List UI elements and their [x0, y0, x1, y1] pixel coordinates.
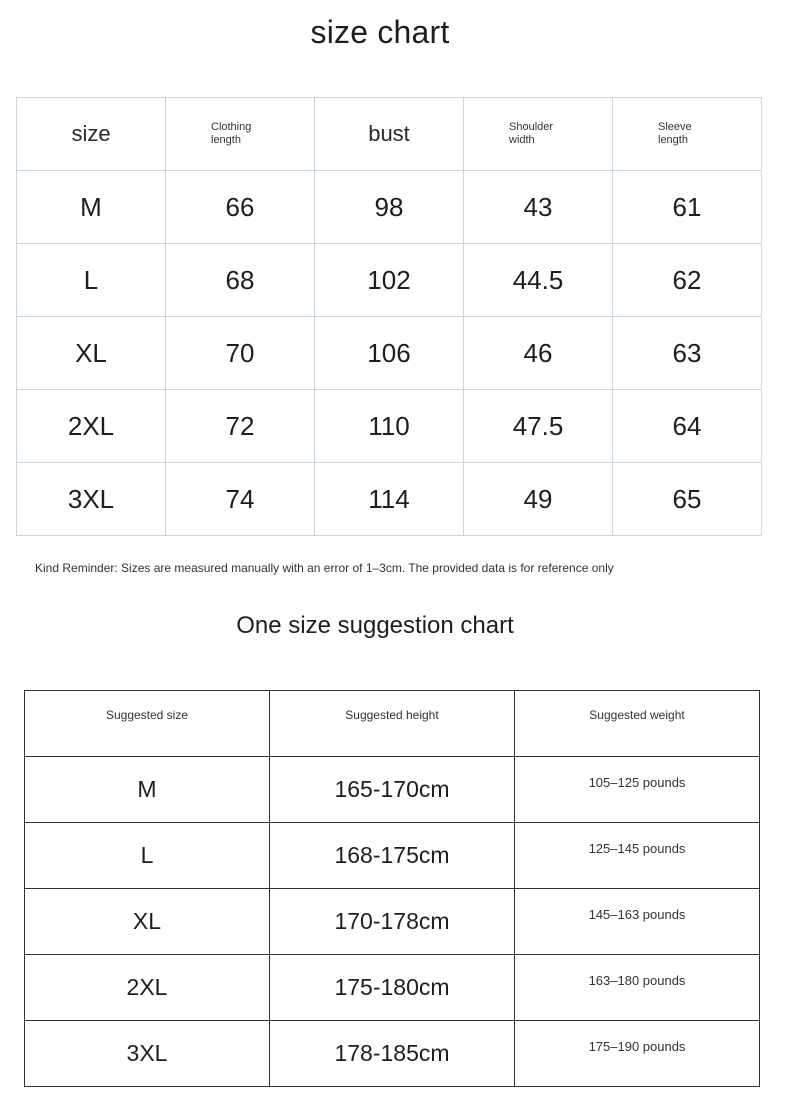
length-cell: 70: [166, 317, 315, 390]
shoulder-cell: 49: [464, 463, 613, 536]
table-row: [25, 757, 760, 823]
size-cell: 3XL: [17, 463, 166, 536]
header-clothing-length-line1: Clothing: [211, 121, 252, 133]
size-chart-header-row: [17, 98, 762, 171]
bust-cell: 102: [315, 244, 464, 317]
header-size: size: [17, 98, 166, 171]
sleeve-cell: 62: [613, 244, 762, 317]
table-row: [25, 955, 760, 1021]
header-suggested-height: Suggested height: [270, 691, 515, 757]
sleeve-cell: 64: [613, 390, 762, 463]
header-shoulder-width-line1: Shoulder: [509, 121, 554, 133]
header-clothing-length-line2: length: [211, 134, 241, 146]
suggested-size-cell: XL: [25, 889, 270, 955]
size-cell: 2XL: [17, 390, 166, 463]
sleeve-cell: 61: [613, 171, 762, 244]
table-row: [17, 390, 762, 463]
kind-reminder-note: Kind Reminder: Sizes are measured manually with an error of 1–3cm. The provided data is for reference only: [35, 561, 614, 575]
header-sleeve-length-line2: length: [658, 134, 688, 146]
size-chart-title: size chart: [310, 14, 450, 50]
suggested-weight-cell: 145–163 pounds: [515, 889, 760, 955]
suggested-height-cell: 165-170cm: [270, 757, 515, 823]
suggested-size-cell: L: [25, 823, 270, 889]
bust-cell: 110: [315, 390, 464, 463]
header-bust: bust: [315, 98, 464, 171]
suggested-weight-cell: 125–145 pounds: [515, 823, 760, 889]
suggested-size-cell: M: [25, 757, 270, 823]
shoulder-cell: 44.5: [464, 244, 613, 317]
suggested-weight-cell: 175–190 pounds: [515, 1021, 760, 1087]
shoulder-cell: 46: [464, 317, 613, 390]
bust-cell: 114: [315, 463, 464, 536]
size-chart-table: [16, 97, 762, 536]
sleeve-cell: 63: [613, 317, 762, 390]
length-cell: 72: [166, 390, 315, 463]
suggestion-chart-title: One size suggestion chart: [236, 612, 514, 639]
suggestion-header-row: [25, 691, 760, 757]
bust-cell: 98: [315, 171, 464, 244]
length-cell: 74: [166, 463, 315, 536]
header-suggested-weight: Suggested weight: [515, 691, 760, 757]
table-row: [17, 317, 762, 390]
header-shoulder-width-line2: width: [509, 134, 535, 146]
table-row: [17, 244, 762, 317]
table-row: [25, 823, 760, 889]
suggested-height-cell: 168-175cm: [270, 823, 515, 889]
header-sleeve-length-line1: Sleeve: [658, 121, 692, 133]
length-cell: 68: [166, 244, 315, 317]
table-row: [25, 1021, 760, 1087]
suggested-size-cell: 3XL: [25, 1021, 270, 1087]
size-cell: M: [17, 171, 166, 244]
suggested-height-cell: 170-178cm: [270, 889, 515, 955]
size-cell: XL: [17, 317, 166, 390]
suggestion-chart-table: [24, 690, 760, 1087]
header-clothing-length: [166, 98, 315, 171]
suggested-size-cell: 2XL: [25, 955, 270, 1021]
suggested-weight-cell: 105–125 pounds: [515, 757, 760, 823]
table-row: [17, 463, 762, 536]
table-row: [17, 171, 762, 244]
bust-cell: 106: [315, 317, 464, 390]
header-shoulder-width: [464, 98, 613, 171]
header-suggested-size: Suggested size: [25, 691, 270, 757]
suggested-weight-cell: 163–180 pounds: [515, 955, 760, 1021]
suggested-height-cell: 178-185cm: [270, 1021, 515, 1087]
length-cell: 66: [166, 171, 315, 244]
header-sleeve-length: [613, 98, 762, 171]
suggested-height-cell: 175-180cm: [270, 955, 515, 1021]
shoulder-cell: 43: [464, 171, 613, 244]
table-row: [25, 889, 760, 955]
sleeve-cell: 65: [613, 463, 762, 536]
size-cell: L: [17, 244, 166, 317]
shoulder-cell: 47.5: [464, 390, 613, 463]
